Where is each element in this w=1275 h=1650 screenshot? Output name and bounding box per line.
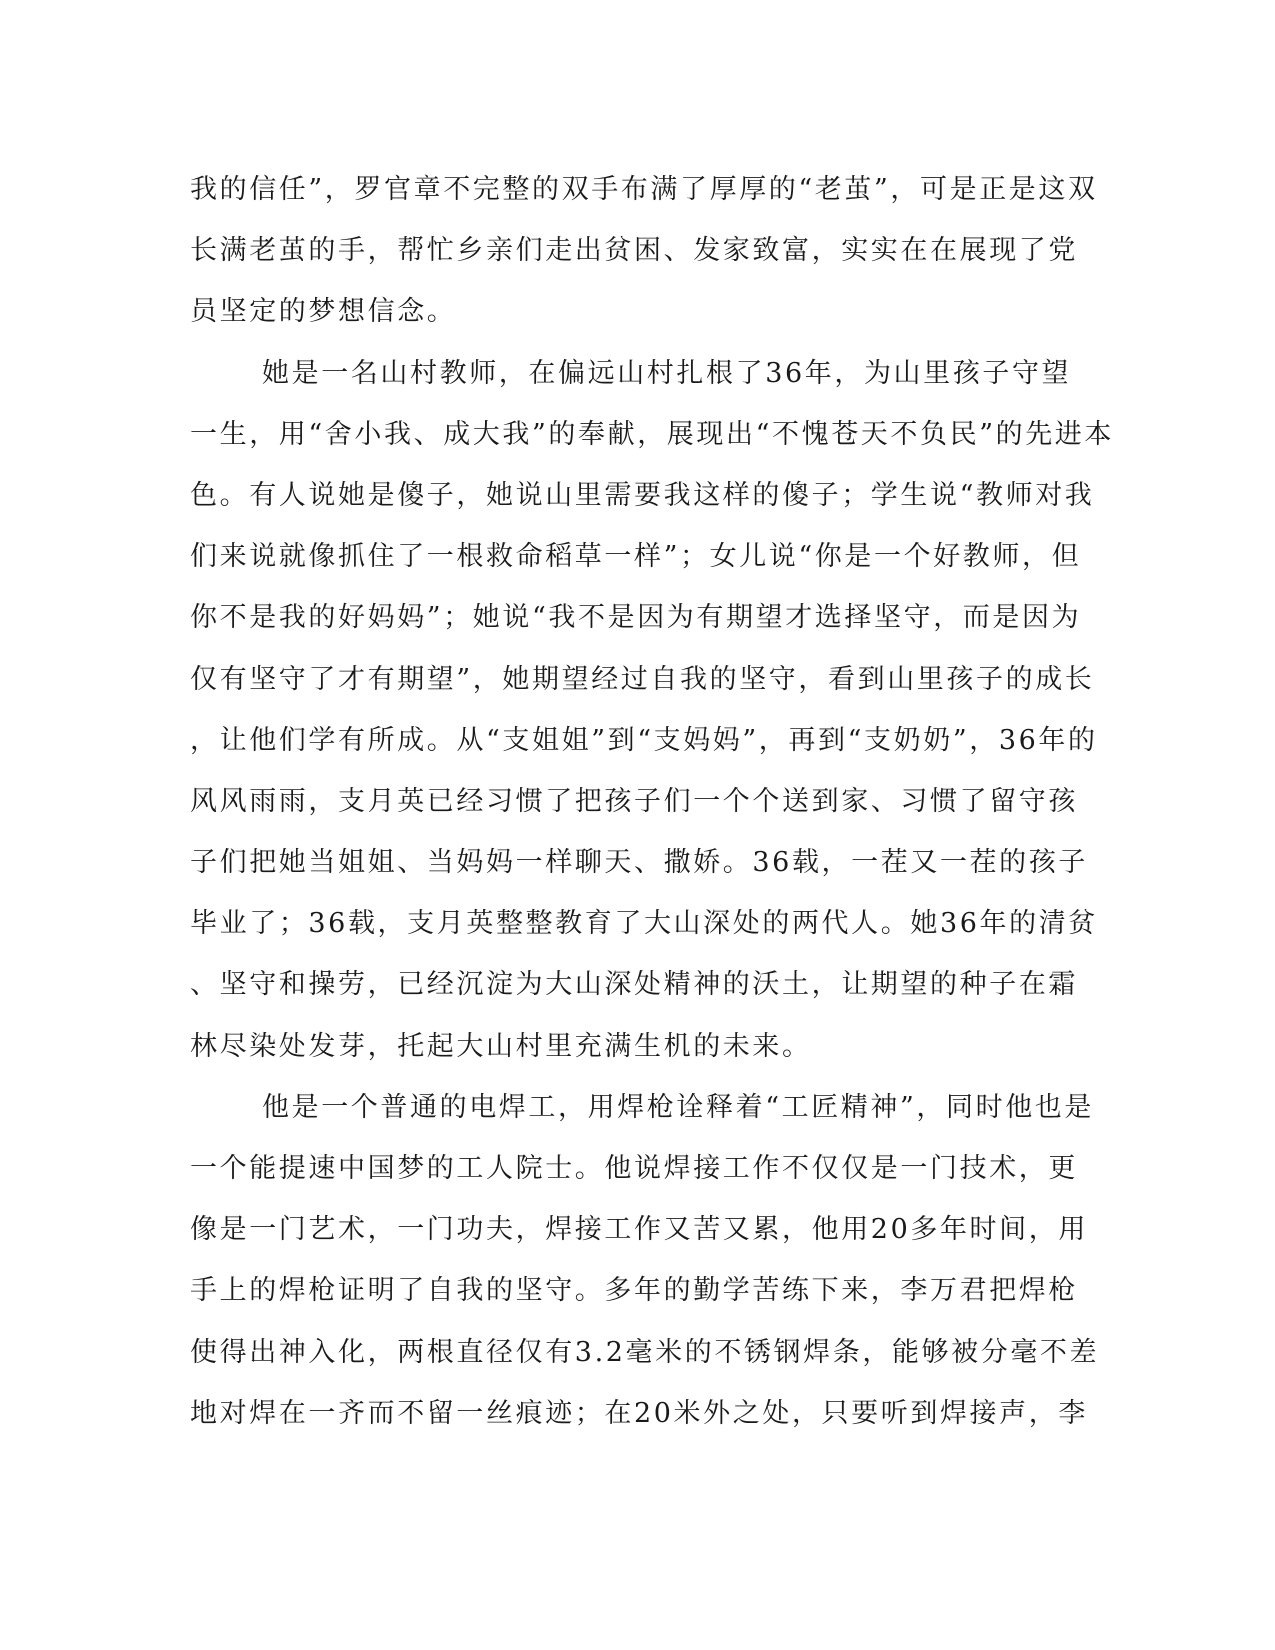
text-line: 一生，用“舍小我、成大我”的奉献，展现出“不愧苍天不负民”的先进本 bbox=[190, 418, 1115, 450]
paragraph-start-line: 他是一个普通的电焊工，用焊枪诠释着“工匠精神”，同时他也是 bbox=[262, 1091, 1095, 1123]
text-line: 仅有坚守了才有期望”，她期望经过自我的坚守，看到山里孩子的成长 bbox=[190, 663, 1095, 695]
text-line: 长满老茧的手，帮忙乡亲们走出贫困、发家致富，实实在在展现了党 bbox=[190, 235, 1078, 267]
text-line: 、坚守和操劳，已经沉淀为大山深处精神的沃土，让期望的种子在霜 bbox=[190, 969, 1078, 1001]
text-line: 手上的焊枪证明了自我的坚守。多年的勤学苦练下来，李万君把焊枪 bbox=[190, 1275, 1078, 1307]
text-line: 们来说就像抓住了一根救命稻草一样”；女儿说“你是一个好教师，但 bbox=[190, 541, 1082, 573]
text-line: 一个能提速中国梦的工人院士。他说焊接工作不仅仅是一门技术，更 bbox=[190, 1153, 1078, 1184]
text-line: 地对焊在一齐而不留一丝痕迹；在20米外之处，只要听到焊接声，李 bbox=[190, 1397, 1088, 1429]
text-line: ，让他们学有所成。从“支姐姐”到“支妈妈”，再到“支奶奶”，36年的 bbox=[190, 724, 1098, 756]
text-line: 风风雨雨，支月英已经习惯了把孩子们一个个送到家、习惯了留守孩 bbox=[190, 785, 1078, 817]
paragraph-start-line: 她是一名山村教师，在偏远山村扎根了36年，为山里孩子守望 bbox=[262, 357, 1072, 389]
text-line: 林尽染处发芽，托起大山村里充满生机的未来。 bbox=[190, 1030, 812, 1062]
text-line: 毕业了；36载，支月英整整教育了大山深处的两代人。她36年的清贫 bbox=[190, 908, 1098, 940]
text-line: 员坚定的梦想信念。 bbox=[190, 296, 457, 328]
body-text bbox=[190, 159, 1115, 1444]
text-line: 使得出神入化，两根直径仅有3.2毫米的不锈钢焊条，能够被分毫不差 bbox=[190, 1336, 1100, 1368]
text-line: 我的信任”，罗官章不完整的双手布满了厚厚的“老茧”，可是正是这双 bbox=[190, 174, 1098, 205]
text-line: 你不是我的好妈妈”；她说“我不是因为有期望才选择坚守，而是因为 bbox=[190, 602, 1082, 634]
text-line: 子们把她当姐姐、当妈妈一样聊天、撒娇。36载，一茬又一茬的孩子 bbox=[190, 847, 1088, 879]
text-line: 色。有人说她是傻子，她说山里需要我这样的傻子；学生说“教师对我 bbox=[190, 479, 1095, 511]
text-line: 像是一门艺术，一门功夫，焊接工作又苦又累，他用20多年时间，用 bbox=[190, 1214, 1088, 1246]
